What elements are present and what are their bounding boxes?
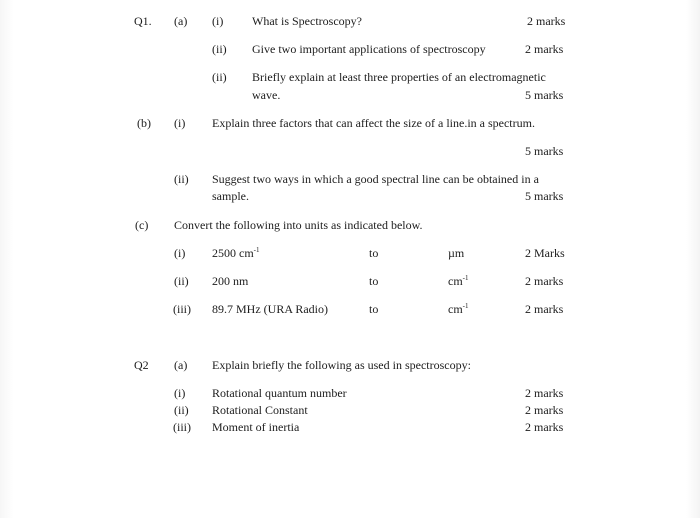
term-text: Rotational Constant <box>212 403 308 417</box>
conversion-value: 89.7 MHz (URA Radio) <box>212 302 328 316</box>
marks: 2 marks <box>525 403 564 417</box>
unit-from: cm <box>239 246 254 260</box>
subpart-label: (i) <box>174 116 186 130</box>
subpart-label: (ii) <box>174 172 189 186</box>
question-text: Explain briefly the following as used in spectroscopy: <box>212 358 471 372</box>
unit-to: µm <box>448 246 465 260</box>
marks: 2 marks <box>525 274 564 288</box>
subpart-label: (ii) <box>174 274 189 288</box>
subpart-label: (i) <box>174 386 186 400</box>
unit-from: MHz (URA Radio) <box>236 302 328 316</box>
marks: 2 marks <box>525 386 564 400</box>
part-label: (a) <box>174 14 188 28</box>
term-text: Rotational quantum number <box>212 386 347 400</box>
subpart-label: (i) <box>174 246 186 260</box>
marks: 2 marks <box>525 302 564 316</box>
to-label: to <box>369 302 379 316</box>
question-text: Suggest two ways in which a good spectral line can be obtained in a <box>212 172 539 186</box>
subpart-label: (ii) <box>174 403 189 417</box>
marks: 5 marks <box>525 88 564 102</box>
conversion-value: 2500 $cm^{-1}$ <box>212 246 260 260</box>
question-text: Give two important applications of spectroscopy <box>252 42 486 56</box>
unit-to: $cm^{-1}$ <box>448 302 469 316</box>
part-label: (c) <box>135 218 149 232</box>
subpart-label: (ii) <box>212 70 227 84</box>
subpart-label: (i) <box>212 14 224 28</box>
marks: 2 Marks <box>525 246 565 260</box>
to-label: to <box>369 246 379 260</box>
part-label: (b) <box>137 116 151 130</box>
question-text: Explain three factors that can affect the size of a line.in a spectrum. <box>212 116 535 130</box>
question-text: What is Spectroscopy? <box>252 14 362 28</box>
question-label: Q2 <box>134 358 149 372</box>
unit-to: $cm^{-1}$ <box>448 274 469 288</box>
marks: 2 marks <box>527 14 566 28</box>
unit-from: nm <box>233 274 249 288</box>
to-label: to <box>369 274 379 288</box>
question-label: Q1. <box>134 14 152 28</box>
question-text-continued: wave. <box>252 88 281 102</box>
marks: 5 marks <box>525 189 564 203</box>
marks: 5 marks <box>525 144 564 158</box>
subpart-label: (iii) <box>173 420 191 434</box>
marks: 2 marks <box>525 420 564 434</box>
subpart-label: (iii) <box>173 302 191 316</box>
question-text-continued: sample. <box>212 189 249 203</box>
marks: 2 marks <box>525 42 564 56</box>
part-label: (a) <box>174 358 188 372</box>
conversion-value: 200 nm <box>212 274 249 288</box>
term-text: Moment of inertia <box>212 420 300 434</box>
question-text: Convert the following into units as indicated below. <box>174 218 423 232</box>
question-text: Briefly explain at least three properties of an electromagnetic <box>252 70 546 84</box>
subpart-label: (ii) <box>212 42 227 56</box>
